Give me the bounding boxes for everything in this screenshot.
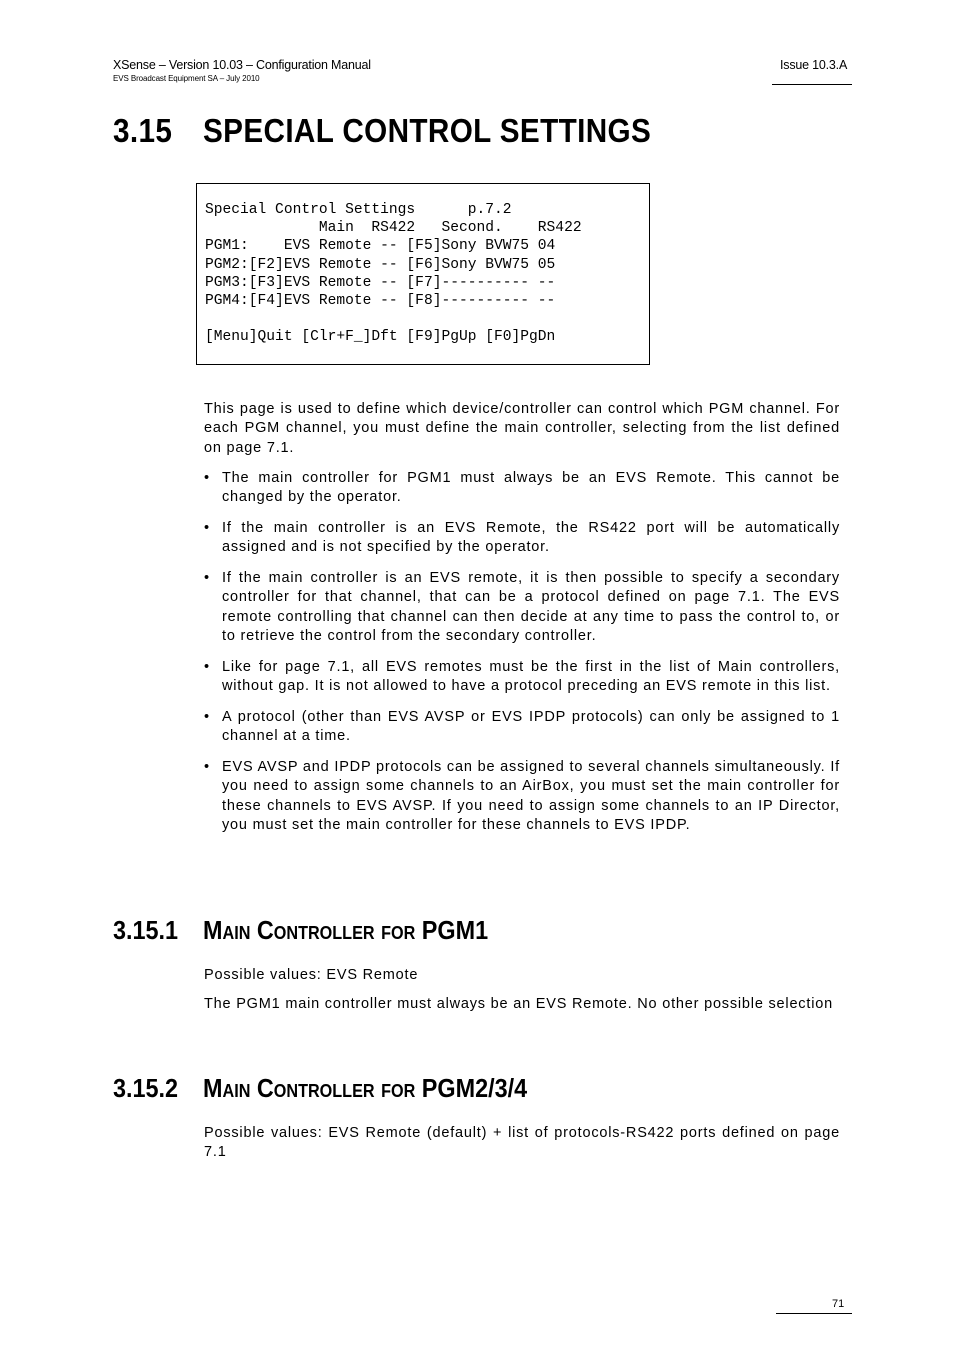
publisher-line: EVS Broadcast Equipment SA – July 2010 [113,74,260,83]
list-item: • If the main controller is an EVS remote, it is then possible to specify a secondary controller for that channel, that can be a protocol defined on page 7.1. The EVS remote controlling that channel can then decide at any time to pass the control to, or to retrieve the control from the secondary controller. [204,570,840,645]
bullet-icon: • [204,708,210,725]
rules-list [204,469,840,847]
list-item: • A protocol (other than EVS AVSP or EVS IPDP protocols) can only be assigned to 1 channel at a time. [204,708,840,745]
subsection-heading-pgm1 [113,915,488,946]
subsection-heading-pgm234 [113,1073,527,1104]
list-item: • The main controller for PGM1 must always be an EVS Remote. This cannot be changed by the operator. [204,470,840,506]
issue-label: Issue 10.3.A [780,58,848,72]
subsection-number: 3.15.1 [113,915,179,945]
list-item: • EVS AVSP and IPDP protocols can be assigned to several channels simultaneously. If you need to assign some channels to an AirBox, you must set the main controller for these channels to EVS AVSP. If you need to assign some channels to an IP Director, you must set the main controller for these channels to EVS IPDP. [204,759,840,833]
subsection-title-tail: PGM1 [421,915,489,945]
bullet-icon: • [204,520,210,537]
page-number: 71 [832,1298,845,1310]
footer-rule [776,1313,852,1314]
settings-screen-text: Special Control Settings p.7.2 Main RS422 Second. RS422 PGM1: EVS Remote -- [F5]Sony BVW75 04 PGM2:[F2]EVS Remote -- [F6]Sony BVW75 05 PGM3:[F3]EVS Remote -- [F7]---------- -- PGM4:[F4]EVS Remote -- [F8]---------- -- [Menu]Quit [Clr+F_]Dft [F9]PgUp [F0]PgDn [205,202,582,346]
settings-screen-box [196,183,650,365]
header-rule [772,84,852,85]
possible-values-pgm234: Possible values: EVS Remote (default) + list of protocols-RS422 ports defined on page 7.1 [204,1125,840,1161]
list-item: • Like for page 7.1, all EVS remotes must be the first in the list of Main controllers, without gap. It is not allowed to have a protocol preceding an EVS remote in this list. [204,658,840,695]
section-number: 3.15 [113,112,173,149]
document-title: XSense – Version 10.03 – Configuration Manual [113,58,371,72]
subsection-title-tail: PGM2/3/4 [421,1073,528,1103]
bullet-icon: • [204,470,210,486]
subsection-title: Main Controller for [203,1073,416,1103]
bullet-icon: • [204,759,210,776]
list-item: • If the main controller is an EVS Remote, the RS422 port will be automatically assigned and is not specified by the operator. [204,520,840,556]
intro-paragraph: This page is used to define which device/controller can control which PGM channel. For each PGM channel, you must define the main controller, selecting from the list defined on page 7.1. [204,401,840,456]
possible-values-pgm1: Possible values: EVS Remote [204,967,419,983]
section-title: SPECIAL CONTROL SETTINGS [203,112,652,149]
section-heading [113,112,651,150]
subsection-title: Main Controller for [203,915,416,945]
bullet-icon: • [204,658,210,675]
bullet-icon: • [204,570,210,587]
subsection-number: 3.15.2 [113,1073,179,1103]
description-pgm1: The PGM1 main controller must always be an EVS Remote. No other possible selection [204,996,833,1012]
